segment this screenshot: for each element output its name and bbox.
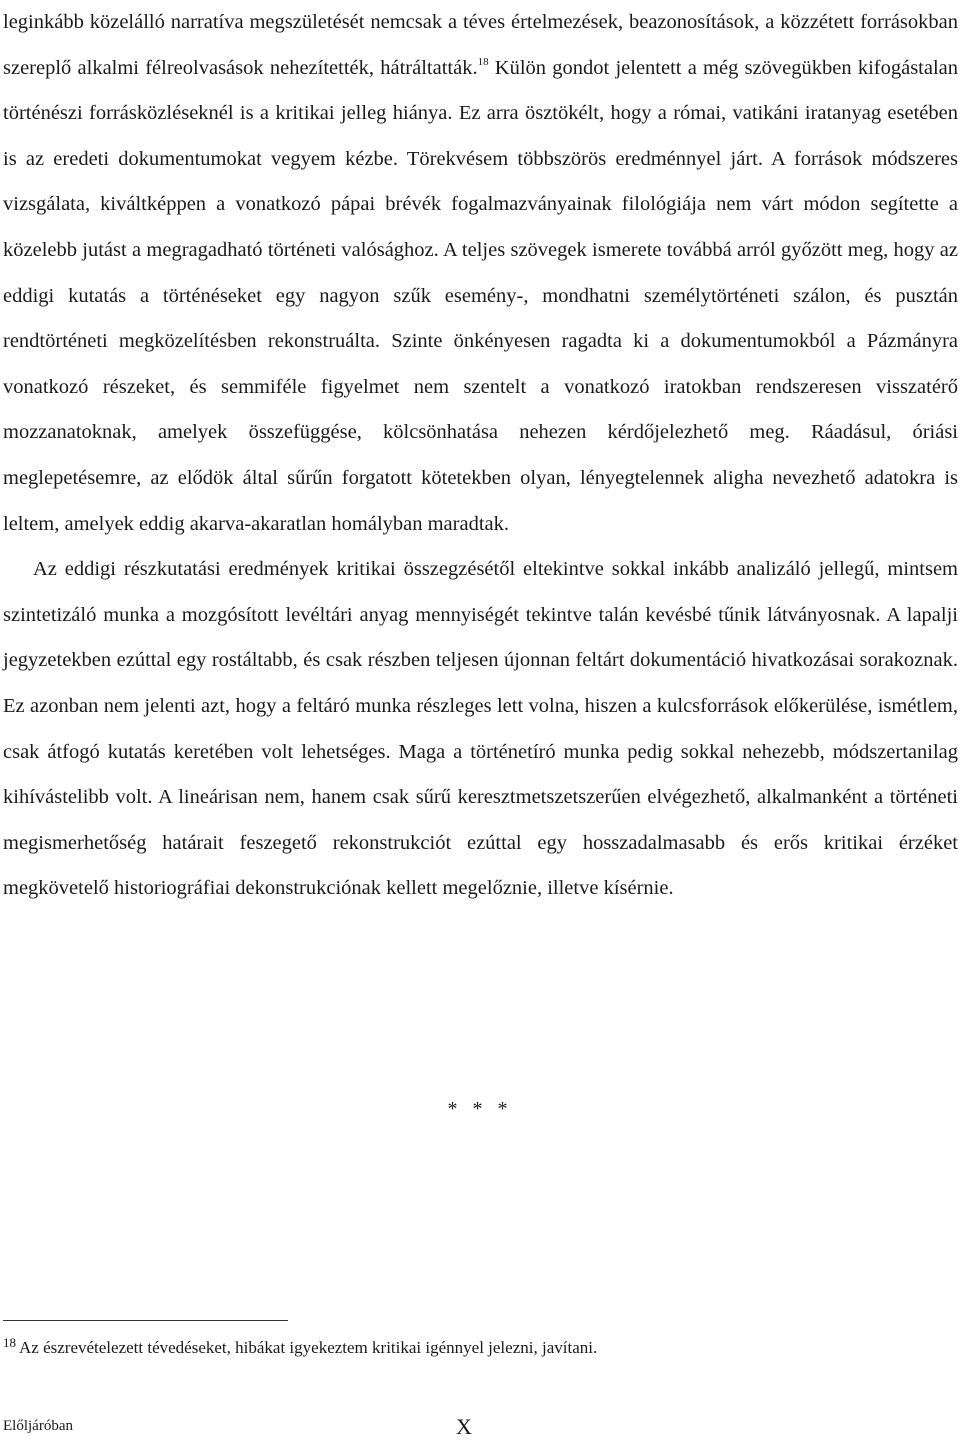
footnote-reference[interactable]: 18: [477, 55, 489, 68]
page-footer: [0, 1412, 960, 1440]
paragraph-1-text-before-ref: leginkább közelálló narratíva megszületését nemcsak a téves értelmezések, beazonosítások, a közzétett forrásokban szereplő alkalmi félreolvasások nehezítették, hátráltatták.: [3, 11, 958, 79]
section-separator: * * *: [447, 1098, 513, 1120]
paragraph-2: Az eddigi részkutatási eredmények kritikai összegzésétől eltekintve sokkal inkább analizáló jellegű, mintsem szintetizáló munka a mozgósított levéltári anyag mennyiségét tekintve talán kevésbé tűnik látványosnak. A lapalji jegyzetekben ezúttal egy rostáltabb, és csak részben teljesen újonnan feltárt dokumentáció hivatkozásai sorakoznak. Ez azonban nem jelenti azt, hogy a feltáró munka részleges lett volna, hiszen a kulcsforrások előkerülése, ismétlem, csak átfogó kutatás keretében volt lehetséges. Maga a történetíró munka pedig sokkal nehezebb, módszertanilag kihívástelibb volt. A lineárisan nem, hanem csak sűrű keresztmetszetszerűen elvégezhető, alkalmanként a történeti megismerhetőség határait feszegető rekonstrukciót ezúttal egy hosszadalmasabb és erős kritikai érzéket megkövetelő historiográfiai dekonstrukciónak kellett megelőznie, illetve kísérnie.: [3, 558, 958, 900]
paragraph-1-text-after-ref: Külön gondot jelentett a még szövegükben kifogástalan történészi forrásközléseknél is a kritikai jelleg hiánya. Ez arra ösztökélt, hogy a római, vatikáni iratanyag esetében is az eredeti dokumentumokat vegyem kézbe. Törekvésem többszörös eredménnyel járt. A források módszeres vizsgálata, kiváltképpen a vonatkozó pápai brévék fogalmazványainak filológiája nem várt módon segítette a közelebb jutást a megragadható történeti valósághoz. A teljes szövegek ismerete továbbá arról győzött meg, hogy az eddigi kutatás a történéseket egy nagyon szűk esemény-, mondhatni személytörténeti szálon, és pusztán rendtörténeti megközelítésben rekonstruálta. Szinte önkényesen ragadta ki a dokumentumokból a Pázmányra vonatkozó részeket, és semmiféle figyelmet nem szentelt a vonatkozó iratokban rendszeresen visszatérő mozzanatoknak, amelyek összefüggése, kölcsönhatása nehezen kérdőjelezhető meg. Ráadásul, óriási meglepetésemre, az elődök által sűrűn forgatott kötetekben olyan, lényegtelennek aligha nevezhető adatokra is leltem, amelyek eddig akarva-akaratlan homályban maradtak.: [3, 56, 959, 535]
body-text: [3, 0, 958, 912]
footnote: [3, 1336, 958, 1360]
footnote-text: Az észrevételezett tévedéseket, hibákat igyekeztem kritikai igénnyel jelezni, javítani.: [19, 1338, 598, 1357]
footer-section-title: Előljáróban: [3, 1418, 73, 1434]
footnote-divider: [3, 1320, 288, 1321]
footnote-number: 18: [3, 1335, 16, 1350]
paragraph-1: [3, 0, 958, 547]
page-number: X: [456, 1414, 472, 1439]
